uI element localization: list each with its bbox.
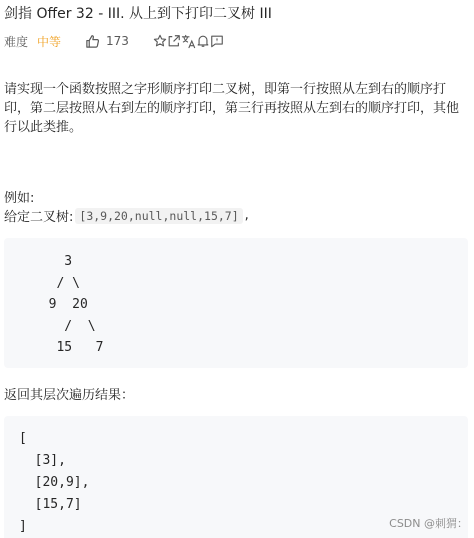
- return-label: 返回其层次遍历结果：: [4, 388, 135, 403]
- bell-icon: [196, 34, 210, 48]
- tree-diagram-code-block: 3 / \ 9 20 / \ 15 7: [4, 238, 468, 368]
- csdn-watermark: CSDN @刺猬：: [389, 517, 468, 530]
- example-label: 例如:: [4, 191, 35, 206]
- feedback-icon: [210, 34, 224, 48]
- problem-title: 剑指 Offer 32 - III. 从上到下打印二叉树 III: [4, 6, 272, 22]
- notify-button[interactable]: [196, 34, 210, 48]
- problem-meta-bar: [4, 31, 224, 51]
- given-tree-code: [3,9,20,null,null,15,7]: [75, 208, 242, 224]
- like-count: 173: [106, 34, 129, 48]
- difficulty-badge: 中等: [37, 34, 62, 49]
- result-code-block: [ [3], [20,9], [15,7] ]: [4, 416, 468, 538]
- translate-button[interactable]: [181, 34, 196, 49]
- share-icon: [167, 34, 181, 48]
- given-prefix: 给定二叉树:: [4, 210, 74, 225]
- like-button[interactable]: [85, 34, 129, 49]
- problem-description: 请实现一个函数按照之字形顺序打印二叉树，即第一行按照从左到右的顺序打印，第二层按照从右到左的顺序打印，第三行再按照从左到右的顺序打印，其他行以此类推。: [4, 82, 460, 135]
- feedback-button[interactable]: [210, 34, 224, 48]
- favorite-button[interactable]: [153, 34, 167, 48]
- star-icon: [153, 34, 167, 48]
- given-suffix: ,: [244, 208, 249, 223]
- difficulty-label: 难度: [4, 34, 29, 49]
- share-button[interactable]: [167, 34, 181, 48]
- given-tree-line: [4, 206, 249, 225]
- thumbs-up-icon: [85, 34, 100, 49]
- translate-icon: [181, 34, 196, 49]
